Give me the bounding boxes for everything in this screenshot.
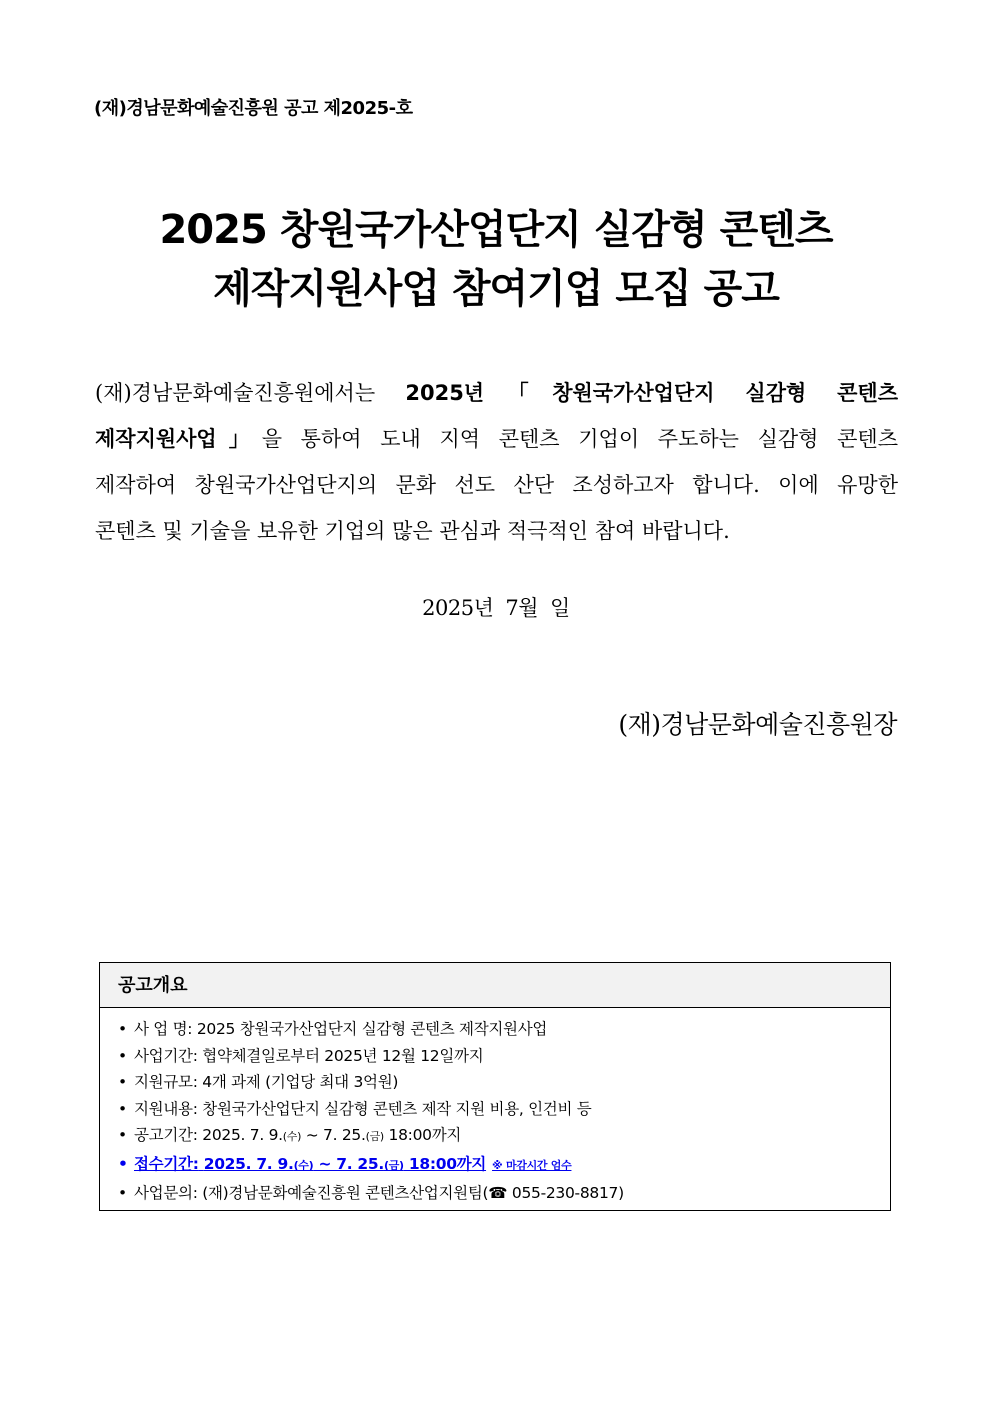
application-end-date: ~ 7. 25. [313,1154,384,1173]
overview-item-value: 창원국가산업단지 실감형 콘텐츠 제작 지원 비용, 인건비 등 [202,1099,592,1118]
announcement-body [95,370,898,554]
overview-item-label: 사업문의: [134,1183,198,1202]
overview-item-value: 2025 창원국가산업단지 실감형 콘텐츠 제작지원사업 [196,1020,548,1038]
overview-heading: 공고개요 [100,963,890,1008]
application-end-weekday: (금) [383,1158,404,1172]
notice-end-date: ~ 7. 25. [301,1126,366,1145]
body-line-2-text: 을 통하여 도내 지역 콘텐츠 기업이 주도하는 실감형 콘텐츠 [261,427,898,451]
page-title-line1: 2025 창원국가산업단지 실감형 콘텐츠 [159,207,833,253]
overview-item-value: 4개 과제 (기업당 최대 3억원) [202,1073,399,1092]
overview-item-label: 접수기간: [134,1154,199,1173]
body-line-1 [95,370,898,416]
bullet: • [118,1126,127,1145]
overview-item-application-period [118,1151,890,1180]
overview-item-support-scale [118,1069,890,1096]
notice-start-date: 2025. 7. 9. [202,1126,283,1145]
overview-item-project-period [118,1043,890,1070]
overview-box [99,962,891,1211]
overview-list [100,1008,890,1206]
overview-item-project-name [118,1016,890,1043]
overview-item-label: 공고기간: [134,1126,198,1145]
page-title-line2: 제작지원사업 참여기업 모집 공고 [213,266,779,312]
application-start-date: 2025. 7. 9. [203,1154,294,1173]
notice-end-time: 18:00까지 [383,1126,462,1145]
body-line-1-intro: (재)경남문화예술진흥원에서는 [95,381,406,405]
bullet: • [118,1154,128,1173]
overview-item-label: 사업기간: [134,1046,198,1065]
overview-item-notice-period [118,1122,890,1151]
notice-end-weekday: (금) [365,1130,384,1144]
overview-item-value: (재)경남문화예술진흥원 콘텐츠산업지원팀(☎ 055-230-8817) [202,1183,624,1202]
bullet: • [118,1020,127,1038]
overview-item-label: 지원규모: [134,1073,198,1092]
overview-item-value: 협약체결일로부터 2025년 12월 12일까지 [202,1046,484,1065]
body-line-1-project-name: 2025년「창원국가산업단지 실감형 콘텐츠 [405,381,899,405]
application-end-time: 18:00까지 [403,1154,487,1173]
application-period-text [134,1155,486,1173]
bullet: • [118,1046,127,1065]
body-line-4: 콘텐츠 및 기술을 보유한 기업의 많은 관심과 적극적인 참여 바랍니다. [95,519,730,543]
bullet: • [118,1099,127,1118]
date-month: 7월 [505,596,539,620]
overview-item-label: 사 업 명: [134,1020,193,1038]
overview-item-label: 지원내용: [134,1099,198,1118]
application-start-weekday: (수) [293,1158,314,1172]
notice-start-weekday: (수) [282,1130,302,1144]
overview-item-support-content [118,1096,890,1123]
overview-item-inquiry [118,1180,890,1207]
date-day: 일 [550,596,570,620]
notice-number: (재)경남문화예술진흥원 공고 제2025-호 [94,98,413,119]
body-line-2-project-name: 제작지원사업」 [95,427,262,451]
bullet: • [118,1073,127,1092]
body-line-3: 제작하여 창원국가산업단지의 문화 선도 산단 조성하고자 합니다. 이에 유망한 [95,473,898,497]
body-line-2 [95,416,898,462]
announcement-date [0,592,992,622]
signer: (재)경남문화예술진흥원장 [618,710,897,739]
date-year: 2025년 [422,596,494,620]
bullet: • [118,1183,127,1202]
deadline-note: ※ 마감시간 엄수 [492,1158,572,1172]
